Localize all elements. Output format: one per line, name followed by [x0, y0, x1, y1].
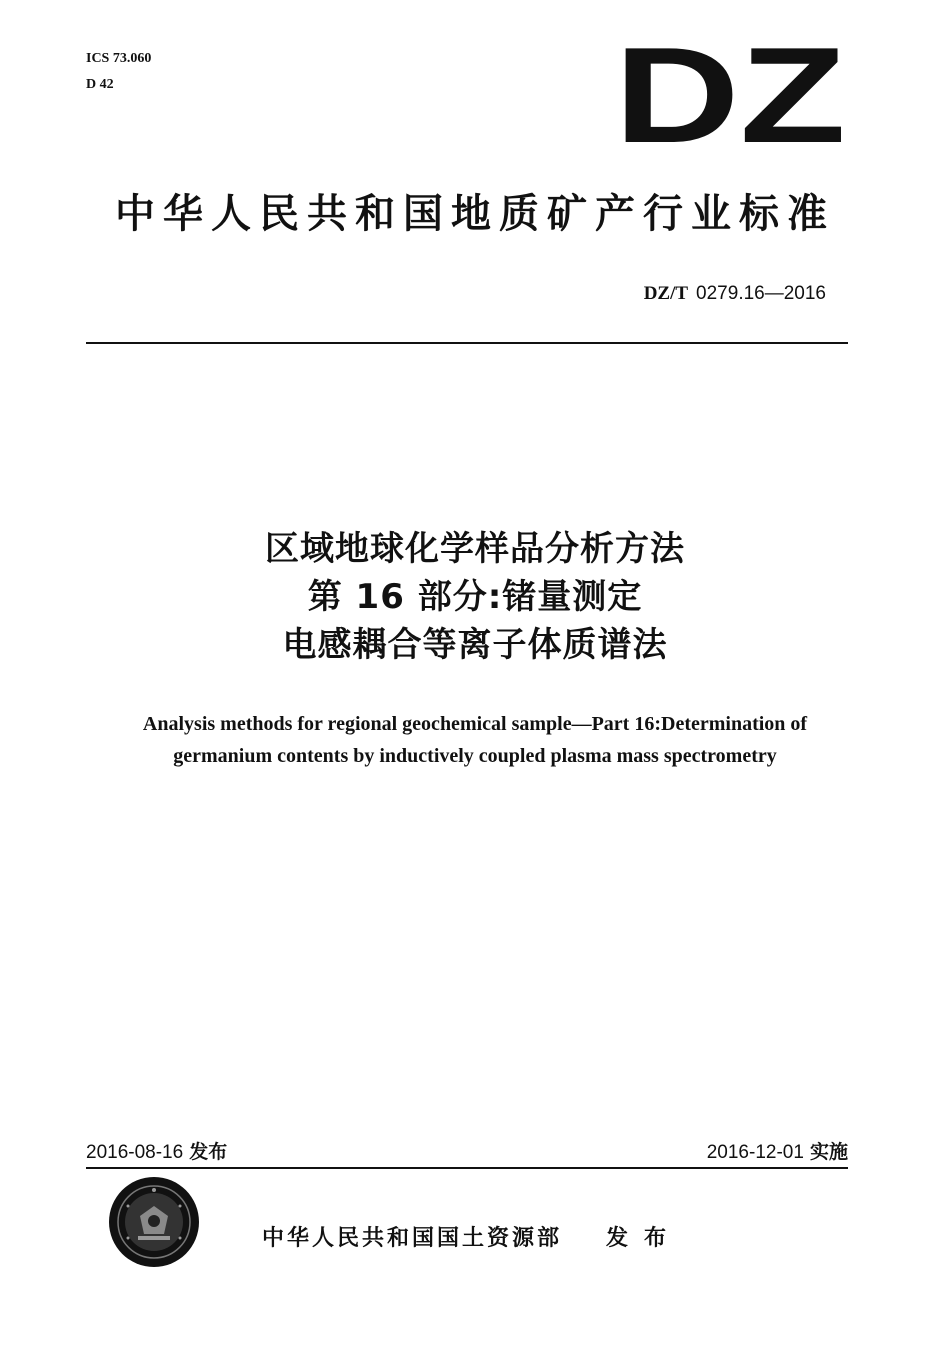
footer-divider: [86, 1167, 848, 1169]
header-divider: [86, 342, 848, 344]
issue-date-label: 发布: [189, 1141, 228, 1163]
implementation-date: [707, 1138, 848, 1167]
implementation-date-label: 实施: [809, 1141, 848, 1163]
title-cn-line-3: 电感耦合等离子体质谱法: [282, 625, 668, 665]
issuer-action: 发布: [606, 1226, 683, 1251]
title-chinese: [0, 525, 950, 669]
title-en-line-1: Analysis methods for regional geochemical sample—Part 16:Determination of: [142, 713, 808, 735]
issuing-authority: [262, 1222, 682, 1256]
svg-text:DZ: DZ: [614, 42, 846, 146]
issue-date-value: 2016-08-16: [86, 1142, 184, 1163]
issuer-name: 中华人民共和国国土资源部: [262, 1226, 563, 1251]
standard-code: 0279.16—2016: [696, 283, 826, 304]
title-cn-line-1: 区域地球化学样品分析方法: [265, 529, 685, 569]
title-english: [0, 708, 950, 772]
ccs-code: D 42: [86, 77, 114, 92]
classification-codes: [86, 46, 151, 98]
standard-category-title: 中华人民共和国地质矿产行业标准: [115, 191, 835, 237]
dz-logo: [610, 42, 850, 146]
standard-number: [644, 280, 826, 307]
ics-code: ICS 73.060: [86, 51, 152, 66]
title-en-line-2: germanium contents by inductively coupled plasma mass spectrometry: [173, 745, 777, 767]
issue-date: [86, 1138, 227, 1167]
implementation-date-value: 2016-12-01: [706, 1142, 804, 1163]
standard-prefix: DZ/T: [643, 283, 689, 304]
dates-row: [86, 1138, 848, 1166]
ministry-seal-icon: [108, 1176, 200, 1268]
title-cn-line-2: 第 16 部分:锗量测定: [307, 577, 643, 617]
